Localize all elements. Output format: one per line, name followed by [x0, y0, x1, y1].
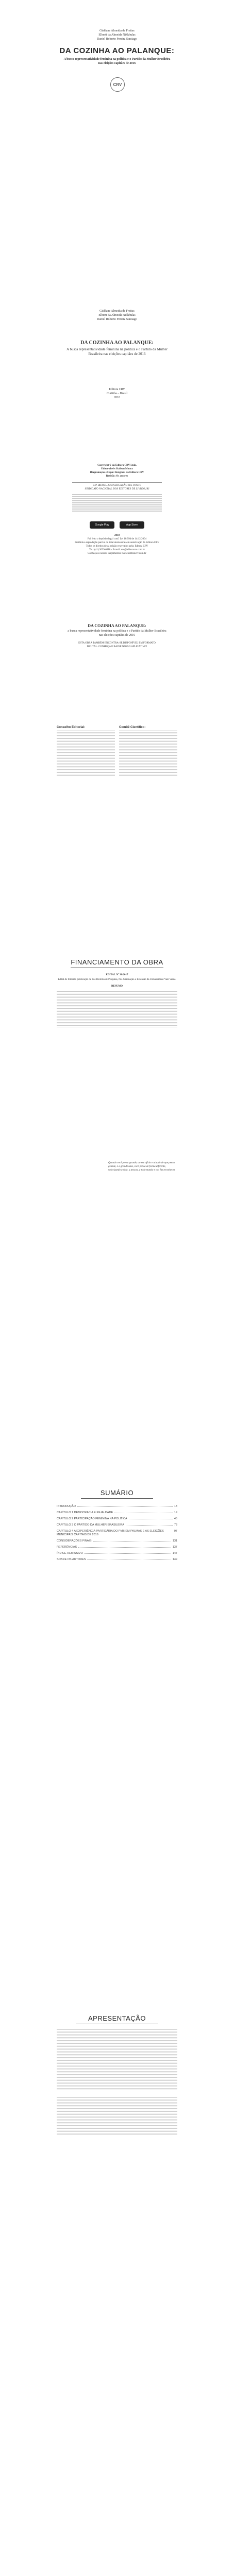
abstract-page-section	[0, 623, 234, 726]
publisher-logo-icon: CRV	[110, 77, 125, 92]
google-play-button[interactable]: Google Play	[90, 521, 114, 529]
toc-item[interactable]: CAPÍTULO 3 O PARTIDO DA MULHER BRASILEIRA 73	[57, 1523, 177, 1527]
copyright-section	[0, 464, 234, 618]
resumo-label: RESUMO	[111, 985, 123, 988]
toc-item[interactable]: ÍNDICE REMISSIVO 147	[57, 1552, 177, 1555]
footer-line: Todos os direitos desta edição reservados pela: Editora CRV	[86, 545, 148, 548]
title-page-imprint	[0, 387, 234, 400]
cover-author: Gisléane Almeida de Freitas	[99, 29, 135, 32]
cover-title: DA COZINHA AO PALANQUE:	[59, 46, 175, 55]
council-right-title: Comitê Científico:	[119, 726, 146, 729]
copyright-line: Revisão: Os autores	[106, 475, 128, 478]
copyright-footer	[0, 534, 234, 555]
title-page-authors	[0, 309, 234, 321]
toc-item[interactable]: CAPÍTULO 4 A EXPERIÊNCIA PARTIDÁRIA DO PMB EM PALMAS E AS ELEIÇÕES MUNICIPAIS CAPITAIS DE 2016 97	[57, 1530, 177, 1536]
copyright-line: Editor-chefe: Railson Moura	[101, 468, 133, 470]
publisher-city: Curitiba – Brasil	[107, 392, 127, 395]
cover-section	[0, 0, 234, 309]
publisher-name: Editora CRV	[109, 388, 125, 391]
presentation-section	[0, 2014, 234, 2576]
council-section	[0, 726, 234, 948]
footer-line: Tel.: (41) 3039-6418 - E-mail: sac@editoracrv.com.br	[89, 549, 145, 551]
resumo-body	[57, 991, 177, 1027]
abstract-subtitle: a busca representatividade feminina na política e o Partido da Mulher Brasileira nas eleições capitães de 2016	[68, 630, 166, 637]
title-page-subtitle: A busca representatividade feminina na política e o Partido da Mulher Brasileira nas eleições capitães de 2016	[66, 347, 168, 356]
catalog-header	[0, 482, 234, 491]
footer-line: Conheça os nossos lançamentos: www.editoracrv.com.br	[88, 552, 146, 555]
funding-section	[0, 958, 234, 1319]
cover-author: Elberti da Almeida Nikkhulas	[98, 33, 136, 37]
title-page-title: DA COZINHA AO PALANQUE:	[80, 340, 154, 346]
edital-number: EDITAL N° 30/2017	[106, 974, 128, 976]
toc-item[interactable]: CAPÍTULO 2 PARTICIPAÇÃO FEMININA NA POLÍTICA 45	[57, 1517, 177, 1520]
footer-line: 2018	[114, 534, 120, 537]
epigraph-quote: Quando você pensa grande, ao seu ofício e atitude de que pensa grande, é a grande idea, você pensa de forma diferente, valorizando a vida, a pessoa, a todo mundo e nos faz reconhecer.	[108, 1162, 176, 1172]
catalog-title: CIP-BRASIL. CATALOGAÇÃO-NA-FONTE	[93, 484, 141, 487]
title-page-author: Daniel Roberto Pereira Santiago	[97, 318, 137, 321]
cover-subtitle: A busca representatividade feminina na política e o Partido da Mulher Brasileira nas eleições capitães de 2016	[63, 58, 171, 65]
presentation-body	[57, 2029, 177, 2135]
copyright-line: Copyright © da Editora CRV Ltda.	[97, 464, 137, 467]
footer-line: Proibida a reprodução parcial ou total desta obra sem autorização da Editora CRV	[75, 541, 159, 544]
toc-item[interactable]: CONSIDERAÇÕES FINAIS 131	[57, 1539, 177, 1543]
toc-item[interactable]: REFERÊNCIAS 137	[57, 1546, 177, 1549]
council-left-title: Conselho Editorial:	[57, 726, 86, 729]
copyright-lines	[0, 464, 234, 478]
toc-item[interactable]: SOBRE OS AUTORES 149	[57, 1558, 177, 1561]
title-page-author: Elberti da Almeida Nikkhulas	[98, 314, 136, 317]
catalog-record	[72, 494, 162, 512]
publisher-year: 2018	[114, 396, 120, 399]
toc-list	[57, 1505, 177, 1562]
toc-section	[0, 1489, 234, 2004]
toc-item[interactable]: INTRODUÇÃO 13	[57, 1505, 177, 1508]
cover-authors	[0, 0, 234, 41]
digital-note: ESTA OBRA TAMBÉM ENCONTRA-SE DISPONÍVEL EM FORMATO DIGITAL. CONHEÇA E BAIXE NOSSO APLICATIVO!	[78, 642, 156, 648]
edital-description: Edital de fomento publicação de Pós Reitoria de Pesquisa, Pós-Graduação e Extensão da Universidade Vale Verde.	[58, 978, 176, 981]
copyright-line: Diagramação e Capa: Designers da Editora CRV	[90, 471, 144, 474]
catalog-subtitle: SINDICATO NACIONAL DOS EDITORES DE LIVROS, RJ	[85, 488, 149, 490]
abstract-title: DA COZINHA AO PALANQUE:	[88, 623, 146, 628]
toc-item[interactable]: CAPÍTULO 1 DEMOCRACIA E IGUALDADE 19	[57, 1511, 177, 1514]
funding-heading: FINANCIAMENTO DA OBRA	[71, 958, 163, 966]
cover-author: Daniel Roberto Pereira Santiago	[97, 38, 137, 41]
title-page-section	[0, 309, 234, 464]
presentation-heading: APRESENTAÇÃO	[88, 2014, 146, 2022]
title-page-author: Gisléane Almeida de Freitas	[99, 310, 135, 313]
app-store-row	[0, 519, 234, 529]
footer-line: Foi feito o depósito legal conf. Lei 10.994 de 14/12/2004	[87, 538, 147, 540]
app-store-button[interactable]: App Store	[120, 521, 144, 529]
toc-heading: SUMÁRIO	[100, 1489, 134, 1497]
